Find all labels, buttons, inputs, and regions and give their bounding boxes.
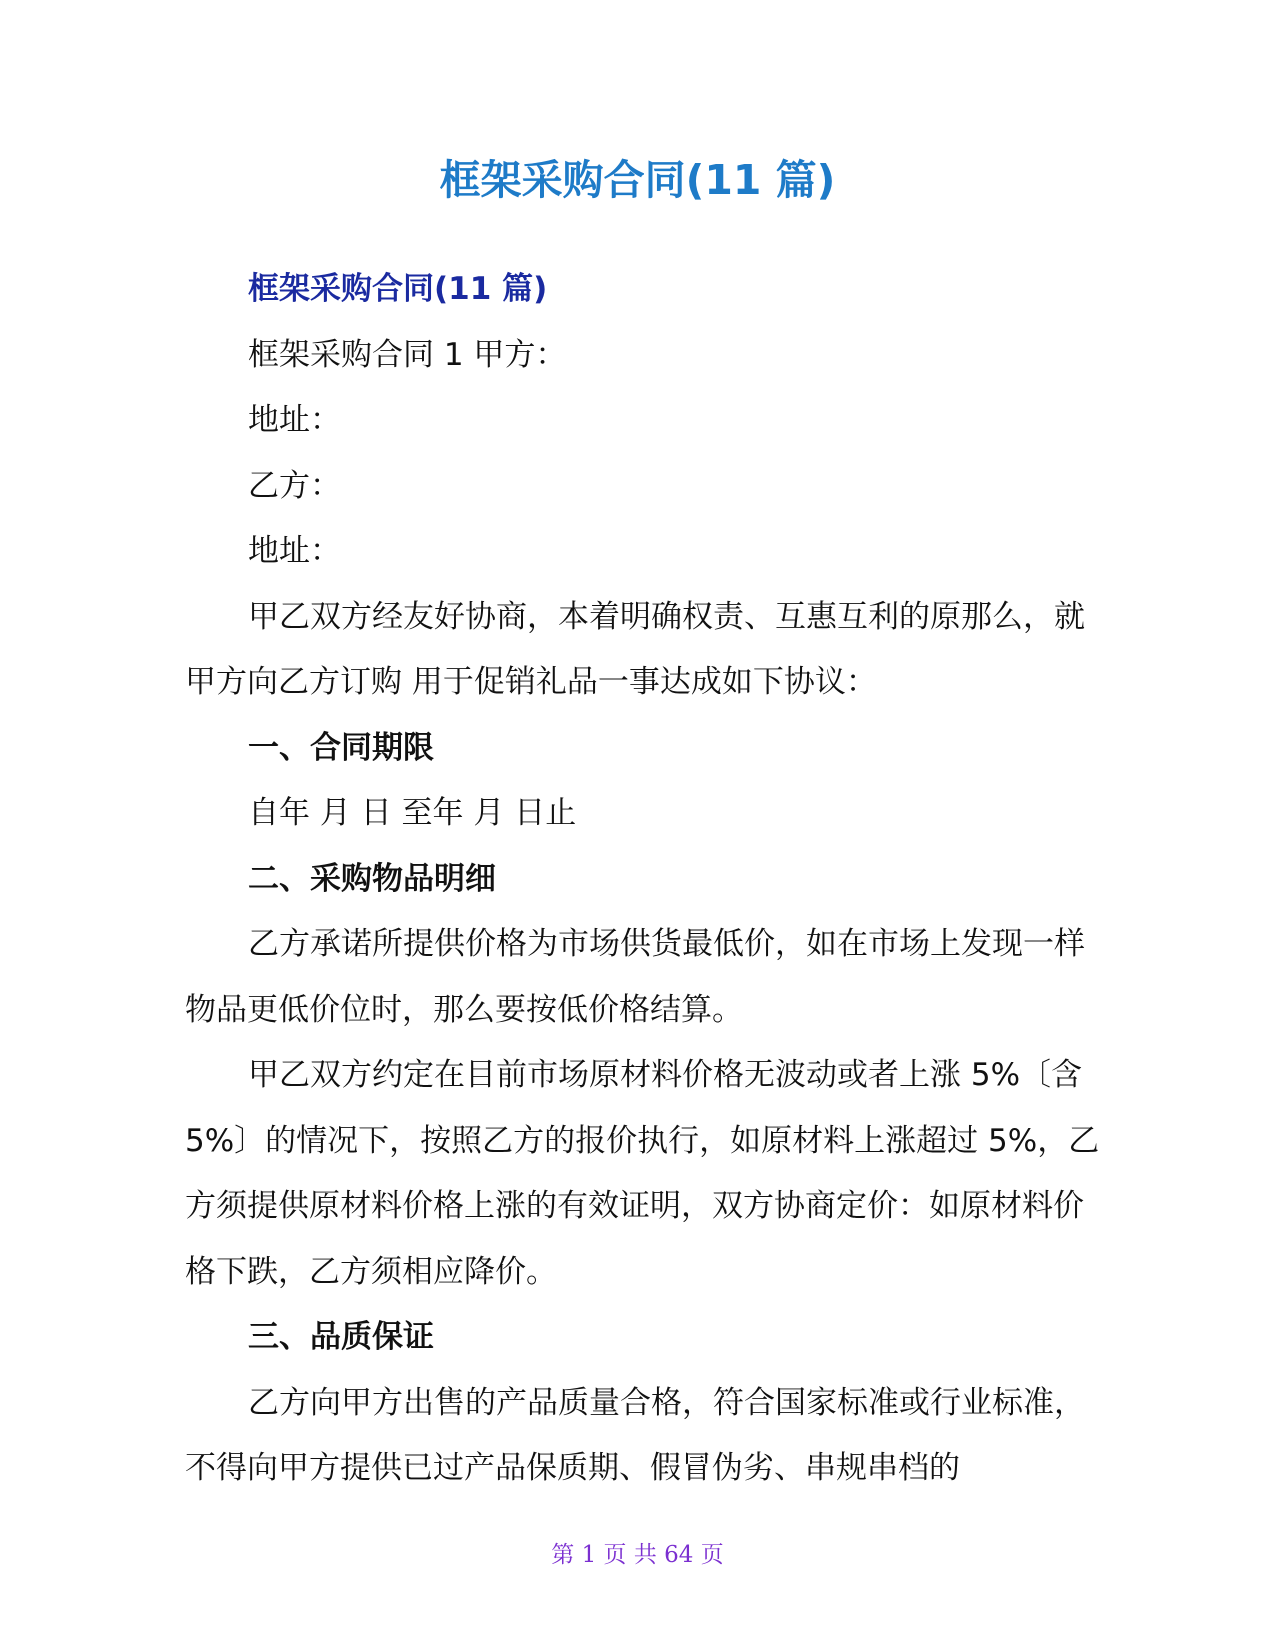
paragraph-term-dates: 自年 月 日 至年 月 日止 bbox=[248, 795, 577, 831]
document-subtitle: 框架采购合同(11 篇) bbox=[248, 271, 548, 307]
page-number-footer: 第 1 页 共 64 页 bbox=[551, 1542, 724, 1568]
paragraph-address-a: 地址： bbox=[248, 402, 341, 438]
section-heading-items: 二、采购物品明细 bbox=[248, 860, 496, 897]
paragraph-address-b: 地址： bbox=[248, 533, 341, 569]
document-body bbox=[185, 257, 1105, 1502]
section-heading-term: 一、合同期限 bbox=[248, 729, 434, 766]
document-title: 框架采购合同(11 篇) bbox=[439, 156, 836, 204]
paragraph-lowest-price: 乙方承诺所提供价格为市场供货最低价，如在市场上发现一样物品更低价位时，那么要按低价格结算。 bbox=[185, 926, 1085, 1028]
paragraph-price-adjustment: 甲乙双方约定在目前市场原材料价格无波动或者上涨 5%〔含 5%〕的情况下，按照乙方的报价执行，如原材料上涨超过 5%，乙方须提供原材料价格上涨的有效证明，双方协商定价：如原材料价格下跌，乙方须相应降价。 bbox=[185, 1057, 1100, 1290]
paragraph-quality-standard: 乙方向甲方出售的产品质量合格，符合国家标准或行业标准，不得向甲方提供已过产品保质期、假冒伪劣、串规串档的 bbox=[185, 1384, 1085, 1486]
paragraph-party-a: 框架采购合同 1 甲方： bbox=[248, 336, 567, 373]
paragraph-party-b: 乙方： bbox=[248, 467, 341, 504]
section-heading-quality: 三、品质保证 bbox=[248, 1319, 434, 1355]
paragraph-agreement-intro: 甲乙双方经友好协商，本着明确权责、互惠互利的原那么，就甲方向乙方订购 用于促销礼品一事达成如下协议： bbox=[185, 598, 1085, 700]
